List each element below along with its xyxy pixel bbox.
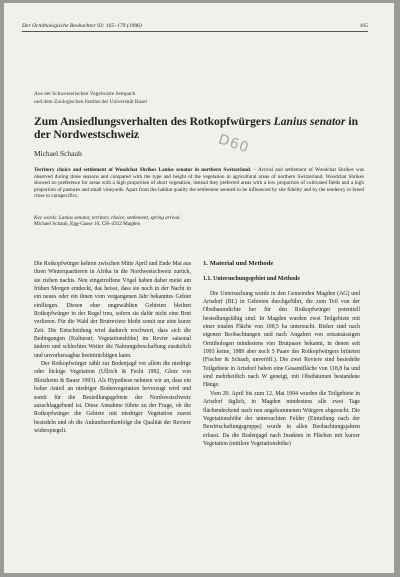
body-paragraph: Die Untersuchung wurde in den Gemeinden Magden (AG) und Arisdorf (BL) in Gebieten durchgeführt, die zum Teil von der Obstbaumdichte her für den Rotkopfwürger potentiell besiedlungsfähig sind. In Magden wurden zwei Teilgebiete mit einer totalen Fläche von 108,5 ha untersucht. Bisher sind nach eigenen Beobachtungen und nach Angaben von ortsansässigen Ornithologen mindestens vier Brutpaare bekannt, in denen seit 1993 keine, 1989 aber noch 5 Paare des Rotkopfwürgers brüteten (Fischer & Schaub, unveröff.). Die zwei Reviere sind besiedelte Teilgebiete in Arisdorf haben eine Gesamtfläche von 118,8 ha und sind mehrheitlich nach W geneigt, mit Obstbäumen bestandene Hänge. <box>203 290 360 389</box>
keywords-block <box>34 215 364 228</box>
section-heading: 1. Material und Methode <box>203 260 274 267</box>
keywords-label: Key words: <box>34 215 58 221</box>
body-paragraph: Die Rotkopfwürger kehren zwischen Mitte April und Ende Mai aus ihren Winterquartieren in Afrika in die Nordwestschweiz zurück, sie ziehen nachts. Neu eingetroffene Vögel haben daher meist am frühen Morgen entdeckt, das heisst, dass sie noch in der Nacht in ein neues oder ein ihnen vom vergangenen Jahr bekanntes Gebiet einfliegen. Diesen eher ungewählten Gebieten bleiben Rotkopfwürger in der Regel treu, sofern sie dafür nicht eine Brut verlieren. Für die Wahl der Brutreviere bleibt somit nur eine kurze Zeit. Die Entscheidung wird dadurch erschwert, dass sich die Bedingungen (Kulturart, Vegetationshöhe) im Revier saisonal ändern und schlechtes Wetter die Nahrungsbeschaffung zusätzlich und unvorhersagbar beeinträchtigen kann. <box>34 261 191 359</box>
paper-title <box>34 115 364 142</box>
right-column <box>203 260 360 448</box>
affiliation-line: Aus der Schweizerischen Vogelwarte Sempach <box>34 91 136 97</box>
subsection-heading: 1.1. Untersuchungsgebiet und Methode <box>203 276 300 283</box>
paper-page <box>4 3 394 573</box>
handwritten-stamp: D60 <box>216 131 252 157</box>
affiliation <box>34 91 147 106</box>
left-column <box>34 260 191 435</box>
title-species: Lanius senator <box>273 115 346 128</box>
abstract-body: – Arrival and settlement of Woodchat Shrikes was observed during three seasons and compared with the type and height of the vegetation in agricultural areas of northern Switzerland. Woodchat Shrikes showed no preference for areas with a high proportion of short vegetation, instead they preferred areas with a low proportion of cultivated fields and a high proportion of pastures and small vineyards. Apart from the habitat quality the settlement seemed to be influenced by site fidelity and by the tendency to breed close to conspecifics. <box>34 167 365 200</box>
title-main: Zum Ansiedlungsverhalten des Rotkopfwürgers <box>34 115 271 128</box>
affiliation-line: und dem Zoologischen Institut der Universität Basel <box>34 98 147 105</box>
title-rest: in der Nordwestschweiz <box>34 115 359 142</box>
abstract <box>34 167 364 200</box>
journal-citation: Der Ornithologische Beobachter 93: 165–179 (1996) <box>22 23 142 29</box>
body-paragraph: Vom 20. April bis zum 12. Mai 1994 wurden die Teilgebiete in Arisdorf täglich, in Magden mindestens alle zwei Tage flächendeckend nach neu angekommenen Würgern abgesucht. Die Vegetationshöhe der untersuchten Felder (Einteilung nach der Bewirtschaftungsgruppe) wurde in allen Beobachtungsjahren erfasst. Da die Bodenjagd nach Insekten in Flächen mit kurzer Vegetation (mittlere Vegetationshöhe) <box>203 390 360 447</box>
abstract-title: Territory choice and settlement of Woodchat Shrikes Lanius senator in northern Switzerland. <box>34 167 252 173</box>
author-name: Michael Schaub <box>34 149 82 158</box>
author-address: Michael Schaub, Egg-Gasse 10, CH–4312 Magden <box>34 221 141 228</box>
keywords-values: Lanius senator, territory choice, settlement, spring arrival. <box>58 215 181 221</box>
journal-header <box>22 23 368 32</box>
page-number: 165 <box>359 23 368 29</box>
body-paragraph: Der Rotkopfwürger zählt zur Bodenjagd vor allem die niedrige oder lückige Vegetation (Ullrich & Fecht 1992, Glutz von Blotzheim & Bauer 1993). Als Hypothese nehmen wir an, dass ein hoher Anteil an niedriger Bodenvegetation bevorzugt wird und somit für die Besiedlungsgebiete der Nordwestschweiz ausschlaggebend ist. Diese Annahme führte zu der Frage, ob die Rotkopfwürger die Gebiete mit niedriger Vegetation zuerst besiedeln und ob die Ankunftsreihenfolge die Qualität der Reviere widerspiegelt. <box>34 361 191 434</box>
